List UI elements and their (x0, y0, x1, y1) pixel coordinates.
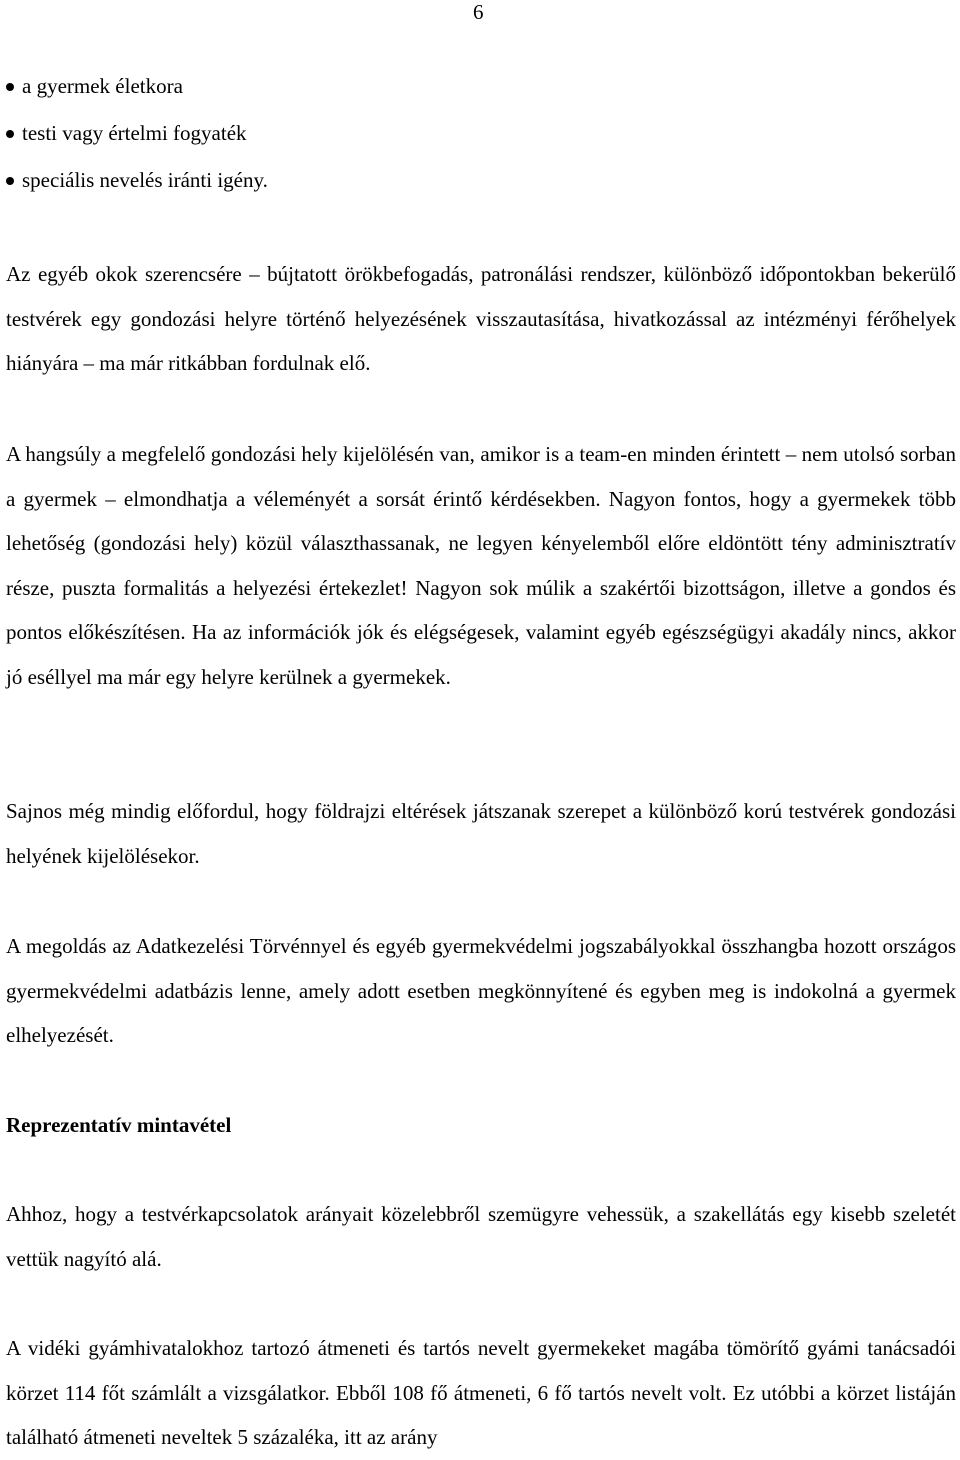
list-item (6, 71, 268, 118)
list-item (6, 165, 268, 212)
list-item-text: a gyermek életkora (22, 74, 183, 98)
page-number: 6 (473, 0, 484, 24)
paragraph-other-reasons: Az egyéb okok szerencsére – bújtatott örökbefogadás, patronálási rendszer, különböző időpontokban bekerülő testvérek egy gondozási helyre történő helyezésének visszautasítása, hivatkozással az intézményi férőhelyek hiányára – ma már ritkábban fordulnak elő. (6, 262, 956, 376)
bullet-icon (6, 177, 14, 185)
paragraph-sampling: Ahhoz, hogy a testvérkapcsolatok arányait közelebbről szemügyre vehessük, a szakellátás egy kisebb szeletét vettük nagyító alá. (6, 1202, 956, 1271)
list-item (6, 118, 268, 165)
section-heading: Reprezentatív mintavétel (6, 1113, 232, 1137)
list-item-text: testi vagy értelmi fogyaték (22, 121, 247, 145)
paragraph-geography: Sajnos még mindig előfordul, hogy földrajzi eltérések játszanak szerepet a különböző korú testvérek gondozási helyének kijelölésekor. (6, 799, 956, 868)
bullet-icon (6, 130, 14, 138)
bullet-icon (6, 83, 14, 91)
paragraph-emphasis: A hangsúly a megfelelő gondozási hely kijelölésén van, amikor is a team-en minden érintett – nem utolsó sorban a gyermek – elmondhatja a véleményét a sorsát érintő kérdésekben. Nagyon fontos, hogy a gyermekek több lehetőség (gondozási hely) közül választhassanak, ne legyen kényelemből előre eldöntött tény adminisztratív része, puszta formalitás a helyezési értekezlet! Nagyon sok múlik a szakértői bizottságon, illetve a gondos és pontos előkészítésen. Ha az információk jók és elégségesek, valamint egyéb egészségügyi akadály nincs, akkor jó eséllyel ma már egy helyre kerülnek a gyermekek. (6, 442, 956, 689)
bullet-list (6, 71, 268, 212)
paragraph-solution: A megoldás az Adatkezelési Törvénnyel és egyéb gyermekvédelmi jogszabályokkal összhangba hozott országos gyermekvédelmi adatbázis lenne, amely adott esetben megkönnyítené és egyben meg is indokolná a gyermek elhelyezését. (6, 934, 956, 1048)
list-item-text: speciális nevelés iránti igény. (22, 168, 268, 192)
paragraph-district: A vidéki gyámhivatalokhoz tartozó átmeneti és tartós nevelt gyermekeket magába tömörítő gyámi tanácsadói körzet 114 főt számlált a vizsgálatkor. Ebből 108 fő átmeneti, 6 fő tartós nevelt volt. Ez utóbbi a körzet listáján található átmeneti neveltek 5 százaléka, itt az arány (6, 1336, 956, 1450)
